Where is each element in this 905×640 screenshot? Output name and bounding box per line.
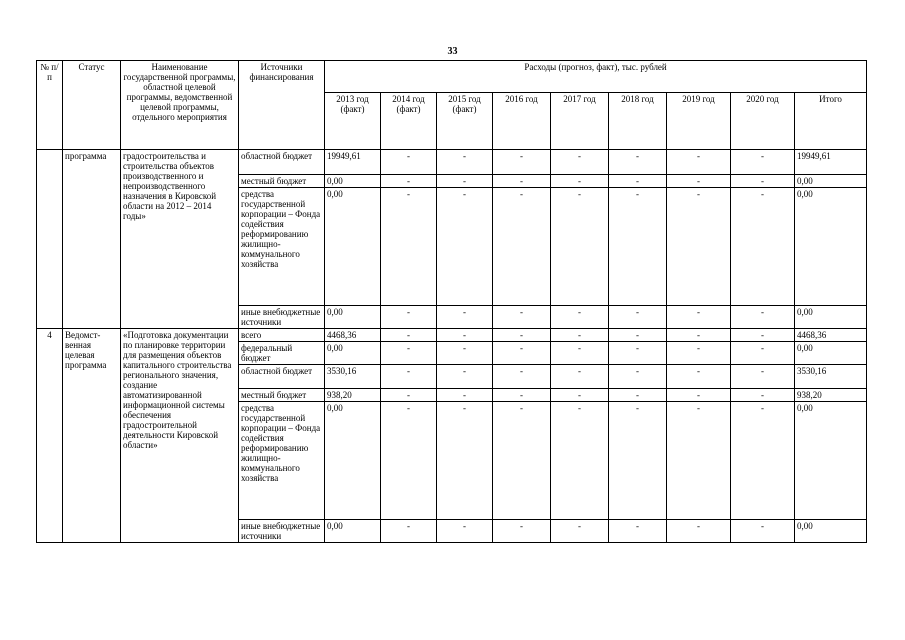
total-cell: 3530,16	[795, 365, 867, 389]
header-year: 2014 год (факт)	[381, 93, 437, 150]
header-num: № п/п	[37, 61, 63, 150]
value-cell: -	[381, 389, 437, 402]
total-cell: 938,20	[795, 389, 867, 402]
value-cell: -	[493, 402, 551, 520]
total-cell: 19949,61	[795, 150, 867, 175]
header-expenses-group: Расходы (прогноз, факт), тыс. рублей	[325, 61, 867, 93]
value-cell: -	[381, 342, 437, 365]
header-name: Наименование государственной программы, областной целевой программы, ведомственной целевой программы, отдельного мероприятия	[121, 61, 239, 150]
value-cell: -	[667, 188, 731, 306]
value-cell: -	[381, 402, 437, 520]
source-cell: иные внебюджетные источники	[239, 520, 325, 543]
value-cell: -	[731, 150, 795, 175]
total-cell: 0,00	[795, 402, 867, 520]
value-cell: -	[437, 329, 493, 342]
value-cell: -	[609, 306, 667, 329]
value-cell: -	[551, 188, 609, 306]
value-cell: -	[551, 365, 609, 389]
value-cell: -	[609, 402, 667, 520]
value-cell: -	[493, 150, 551, 175]
value-cell: -	[493, 365, 551, 389]
source-cell: средства государственной корпорации – Фонда содействия реформированию жилищно-коммунального хозяйства	[239, 188, 325, 306]
value-cell: 3530,16	[325, 365, 381, 389]
value-cell: -	[381, 329, 437, 342]
value-cell: 0,00	[325, 520, 381, 543]
value-cell: -	[551, 306, 609, 329]
value-cell: 19949,61	[325, 150, 381, 175]
value-cell: -	[493, 306, 551, 329]
value-cell: -	[667, 306, 731, 329]
block-num	[37, 150, 63, 329]
value-cell: -	[731, 342, 795, 365]
source-cell: всего	[239, 329, 325, 342]
value-cell: -	[381, 175, 437, 188]
value-cell: -	[609, 329, 667, 342]
value-cell: -	[731, 306, 795, 329]
value-cell: -	[731, 188, 795, 306]
table-row	[37, 329, 867, 342]
header-year: 2016 год	[493, 93, 551, 150]
source-cell: местный бюджет	[239, 175, 325, 188]
value-cell: -	[551, 402, 609, 520]
value-cell: -	[437, 188, 493, 306]
value-cell: -	[609, 520, 667, 543]
value-cell: -	[493, 175, 551, 188]
budget-table	[36, 60, 867, 543]
block-program	[37, 150, 867, 329]
value-cell: -	[381, 365, 437, 389]
value-cell: -	[731, 389, 795, 402]
value-cell: -	[437, 389, 493, 402]
value-cell: -	[493, 389, 551, 402]
header-year: 2019 год	[667, 93, 731, 150]
value-cell: -	[731, 520, 795, 543]
total-cell: 0,00	[795, 175, 867, 188]
block-status: Ведомст-венная целевая программа	[63, 329, 121, 543]
value-cell: -	[437, 306, 493, 329]
value-cell: -	[667, 402, 731, 520]
header-year: 2020 год	[731, 93, 795, 150]
total-cell: 0,00	[795, 306, 867, 329]
value-cell: -	[437, 150, 493, 175]
value-cell: 0,00	[325, 342, 381, 365]
value-cell: -	[437, 342, 493, 365]
source-cell: иные внебюджетные источники	[239, 306, 325, 329]
block-departmental-program	[37, 329, 867, 543]
source-cell: федеральный бюджет	[239, 342, 325, 365]
block-name: «Подготовка документации по планировке территории для размещения объектов капитального строительства регионального значения, создание автоматизированной информационной системы обеспечения градостроительной деятельности Кировской области»	[121, 329, 239, 543]
value-cell: -	[493, 520, 551, 543]
value-cell: -	[667, 342, 731, 365]
value-cell: -	[381, 306, 437, 329]
page-number: 33	[447, 46, 458, 57]
value-cell: -	[667, 365, 731, 389]
value-cell: 0,00	[325, 175, 381, 188]
value-cell: -	[381, 520, 437, 543]
value-cell: -	[551, 520, 609, 543]
value-cell: -	[667, 150, 731, 175]
block-num: 4	[37, 329, 63, 543]
value-cell: 0,00	[325, 402, 381, 520]
value-cell: 0,00	[325, 188, 381, 306]
value-cell: -	[551, 175, 609, 188]
value-cell: 938,20	[325, 389, 381, 402]
block-name: градостроительства и строительства объектов производственного и непроизводственного назначения в Кировской области на 2012 – 2014 годы»	[121, 150, 239, 329]
header-year: 2018 год	[609, 93, 667, 150]
value-cell: -	[493, 342, 551, 365]
value-cell: -	[609, 150, 667, 175]
value-cell: -	[493, 329, 551, 342]
value-cell: -	[437, 175, 493, 188]
header-total: Итого	[795, 93, 867, 150]
value-cell: -	[381, 150, 437, 175]
value-cell: -	[551, 342, 609, 365]
value-cell: -	[609, 342, 667, 365]
table-row	[37, 150, 867, 175]
source-cell: местный бюджет	[239, 389, 325, 402]
source-cell: средства государственной корпорации – Фонда содействия реформированию жилищно-коммунального хозяйства	[239, 402, 325, 520]
value-cell: -	[551, 389, 609, 402]
header-status: Статус	[63, 61, 121, 150]
value-cell: -	[551, 150, 609, 175]
value-cell: -	[551, 329, 609, 342]
value-cell: -	[609, 365, 667, 389]
value-cell: -	[667, 389, 731, 402]
value-cell: -	[381, 188, 437, 306]
value-cell: -	[609, 389, 667, 402]
value-cell: -	[667, 175, 731, 188]
value-cell: 0,00	[325, 306, 381, 329]
source-cell: областной бюджет	[239, 365, 325, 389]
source-cell: областной бюджет	[239, 150, 325, 175]
total-cell: 4468,36	[795, 329, 867, 342]
value-cell: -	[731, 365, 795, 389]
value-cell: -	[609, 175, 667, 188]
value-cell: -	[609, 188, 667, 306]
value-cell: -	[731, 329, 795, 342]
block-status: программа	[63, 150, 121, 329]
value-cell: -	[731, 175, 795, 188]
table-header	[37, 61, 867, 150]
total-cell: 0,00	[795, 520, 867, 543]
header-year: 2015 год (факт)	[437, 93, 493, 150]
value-cell: -	[667, 329, 731, 342]
value-cell: -	[437, 402, 493, 520]
header-year: 2013 год (факт)	[325, 93, 381, 150]
value-cell: -	[437, 520, 493, 543]
header-source: Источники финансирования	[239, 61, 325, 150]
value-cell: 4468,36	[325, 329, 381, 342]
value-cell: -	[731, 402, 795, 520]
value-cell: -	[493, 188, 551, 306]
total-cell: 0,00	[795, 188, 867, 306]
header-year: 2017 год	[551, 93, 609, 150]
total-cell: 0,00	[795, 342, 867, 365]
value-cell: -	[667, 520, 731, 543]
value-cell: -	[437, 365, 493, 389]
